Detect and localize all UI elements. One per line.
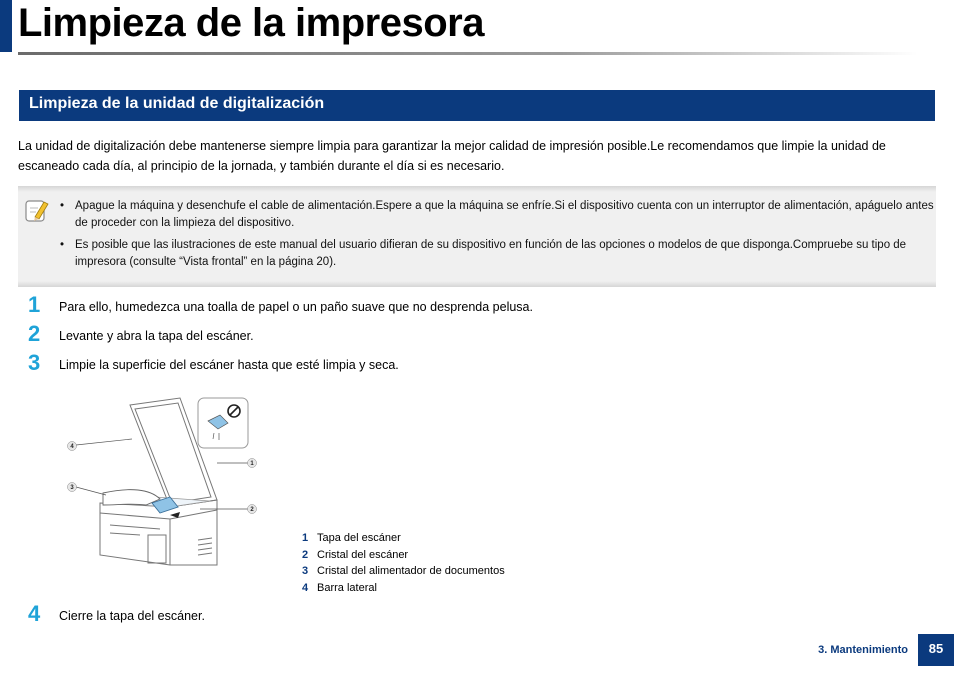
step-text: Para ello, humedezca una toalla de papel o un paño suave que no desprenda pelusa.	[59, 300, 533, 314]
footer-section-link[interactable]: 3. Mantenimiento	[818, 644, 908, 656]
intro-paragraph: La unidad de digitalización debe mantenerse siempre limpia para garantizar la mejor calidad de impresión posible.Le recomendamos que limpie la unidad de escaneado cada día, al principio de la jornada, y también durante el día si es necesario.	[18, 139, 886, 173]
callout-3: 3	[70, 485, 74, 491]
step-number: 1	[28, 292, 41, 317]
illustration-legend	[302, 530, 505, 596]
section-heading: Limpieza de la unidad de digitalización	[19, 90, 935, 121]
step-text: Levante y abra la tapa del escáner.	[59, 329, 254, 343]
legend-item: 1 Tapa del escáner	[302, 532, 401, 544]
note-item: • Apague la máquina y desenchufe el cable de alimentación.Espere a que la máquina se enfríe.Si el dispositivo cuenta con un interruptor de alimentación, apáguelo antes de proceder con la limpieza del dispositivo.	[58, 198, 934, 232]
callout-4: 4	[70, 444, 74, 450]
scanner-cleaning-illustration	[60, 395, 270, 595]
legend-item: 3 Cristal del alimentador de documentos	[302, 565, 505, 577]
title-accent-bar	[0, 0, 12, 52]
step-number: 4	[28, 601, 41, 626]
legend-item: 4 Barra lateral	[302, 581, 377, 594]
step-text: Cierre la tapa del escáner.	[59, 609, 205, 623]
title-divider	[18, 52, 918, 55]
page-number: 85	[918, 634, 954, 666]
page-title: Limpieza de la impresora	[18, 1, 484, 45]
step-text: Limpie la superficie del escáner hasta que esté limpia y seca.	[59, 358, 399, 372]
step-number: 2	[28, 321, 41, 346]
legend-item: 2 Cristal del escáner	[302, 548, 409, 561]
no-spray-icon	[198, 398, 248, 448]
note-pencil-icon	[24, 198, 50, 224]
step-number: 3	[28, 350, 41, 375]
note-item: • Es posible que las ilustraciones de este manual del usuario difieran de su dispositivo en función de las opciones o modelos de que disponga.Compruebe su tipo de impresora (consulte “Vista frontal” en la página 20).	[58, 237, 934, 271]
note-box	[18, 186, 936, 287]
note-list	[58, 198, 934, 276]
callout-2: 2	[250, 507, 254, 513]
callout-1: 1	[250, 461, 254, 467]
